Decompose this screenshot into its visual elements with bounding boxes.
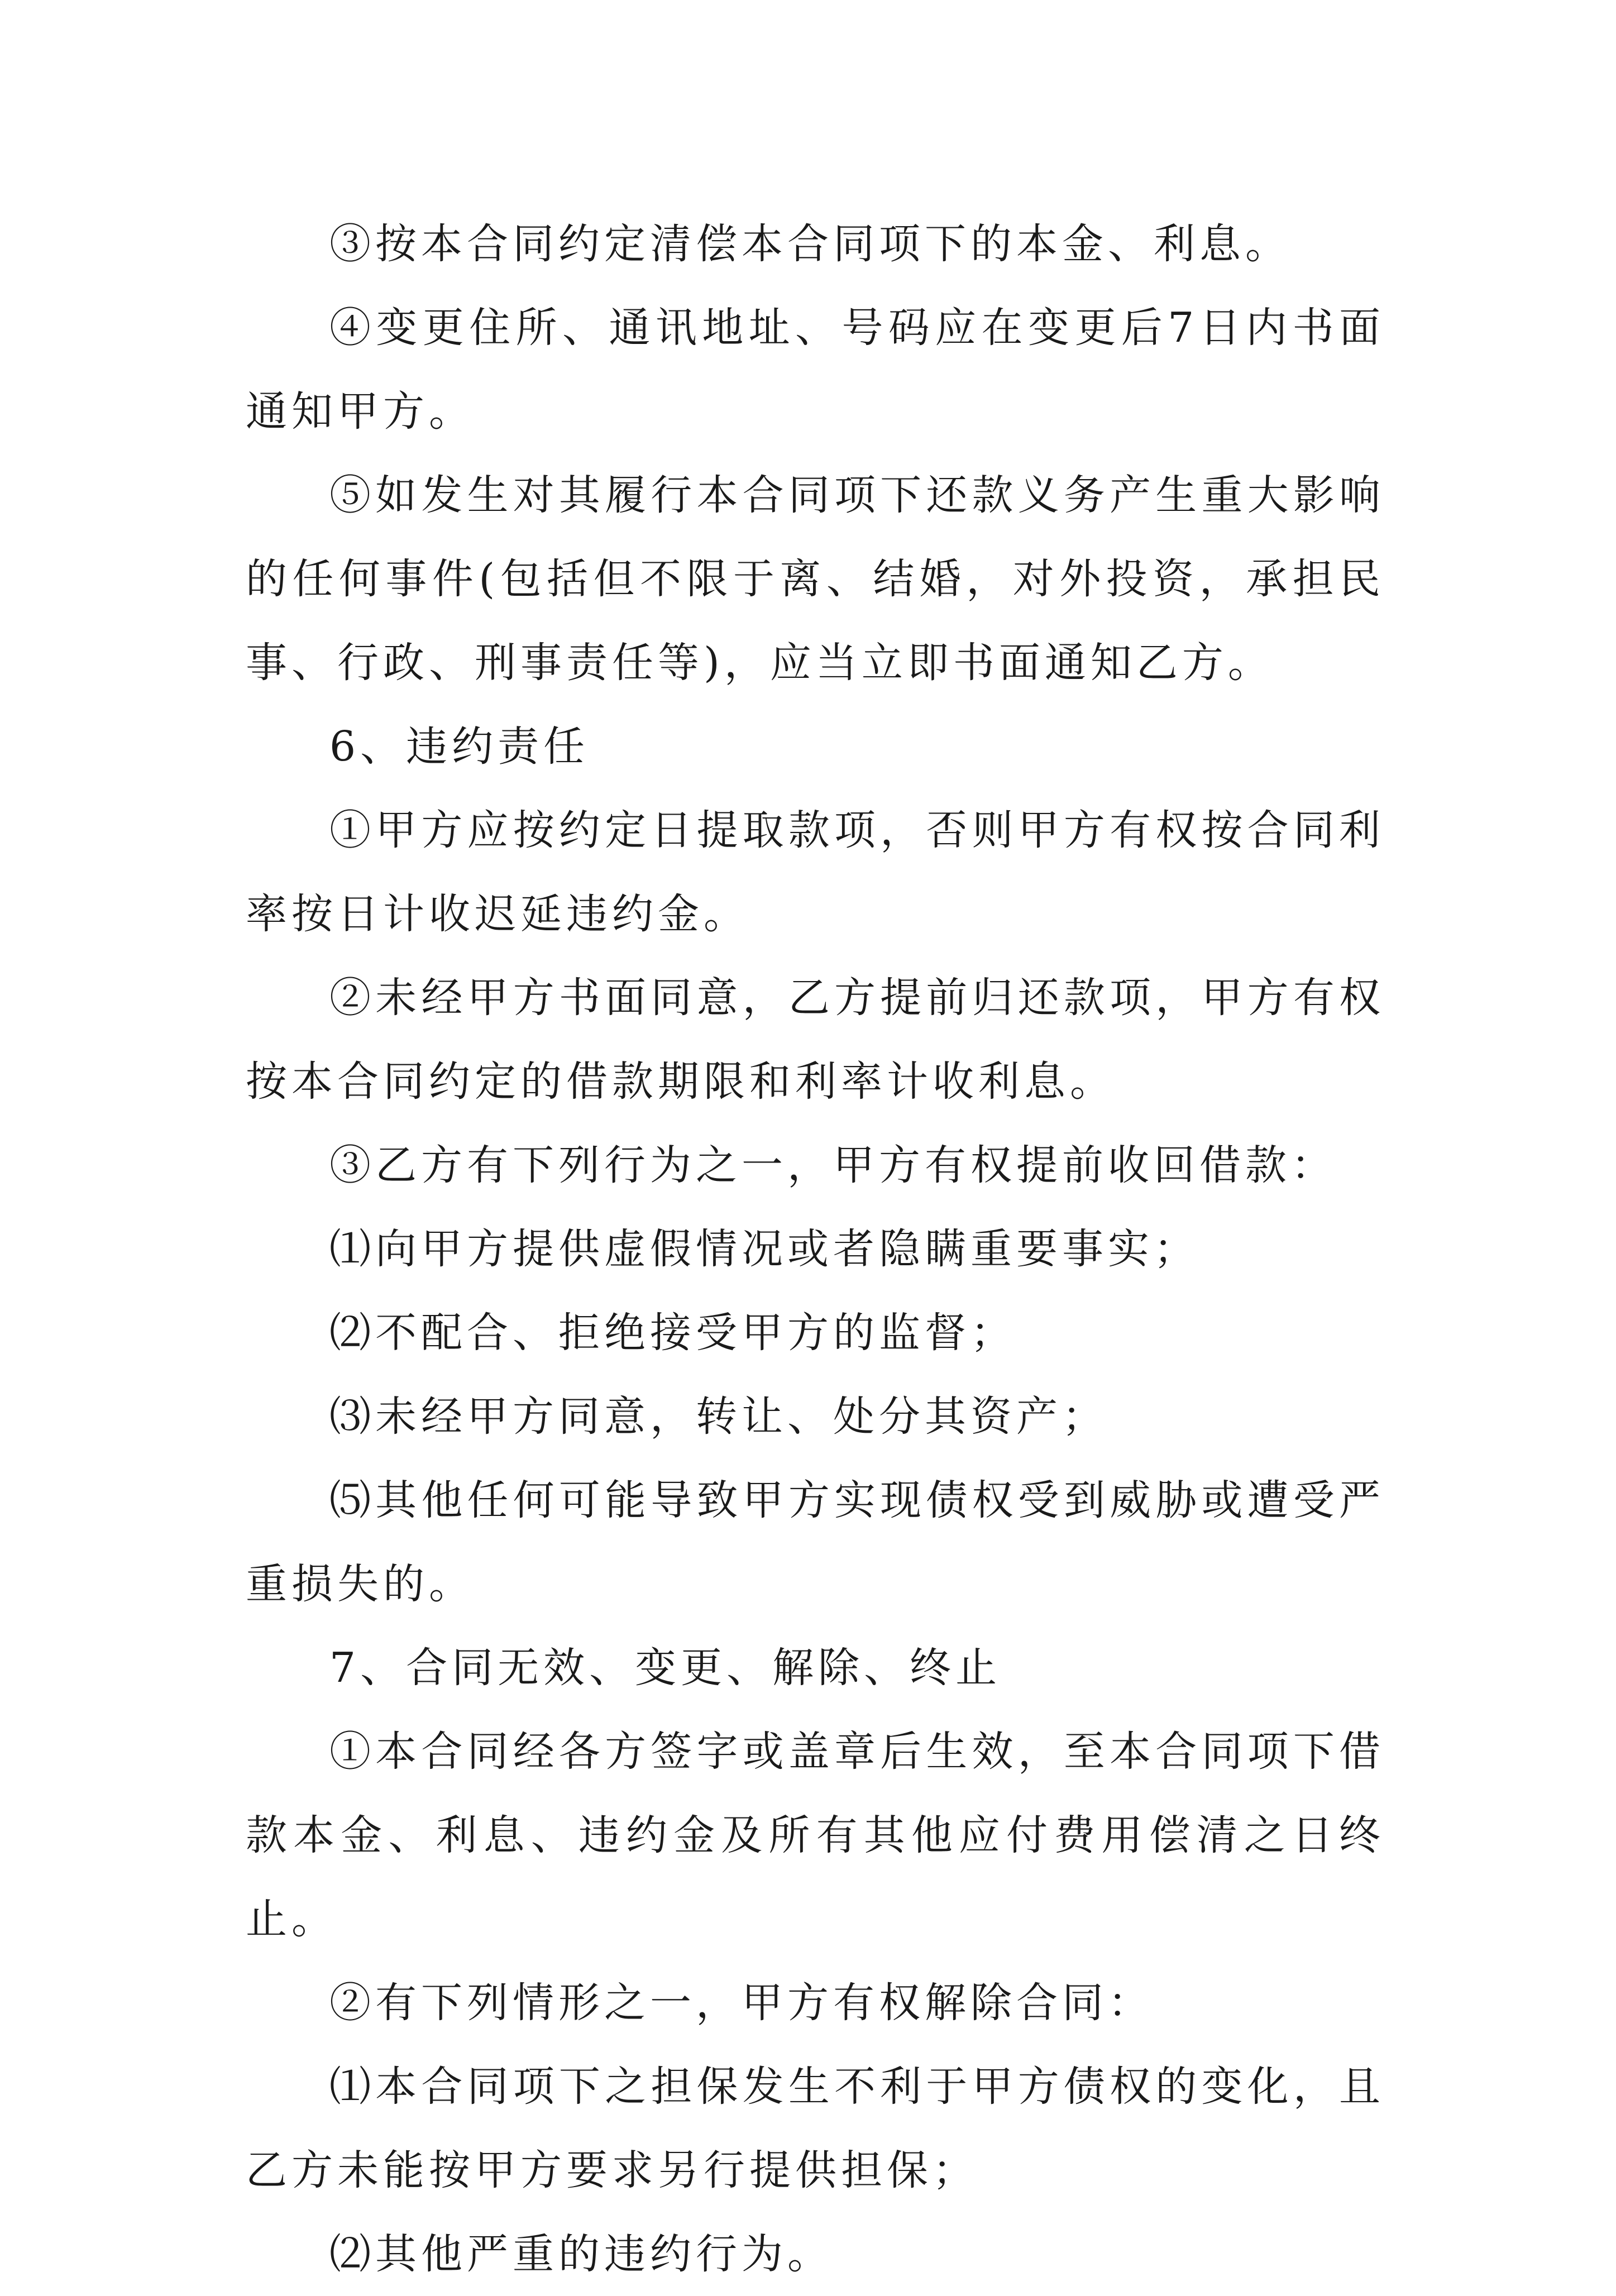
section-heading-breach: 6、违约责任 (329, 723, 590, 771)
paragraph-major-event-notice: ⑤如发生对其履行本合同项下还款义务产生重大影响的任何事件(包括但不限于离、结婚，对外投资，承担民事、行政、刑事责任等)，应当立即书面通知乙方。 (246, 471, 1385, 687)
list-item-guarantee-change: ⑴本合同项下之担保发生不利于甲方债权的变化，且乙方未能按甲方要求另行提供担保； (246, 2063, 1385, 2194)
paragraph-early-recall: ③乙方有下列行为之一，甲方有权提前收回借款： (329, 1141, 1337, 1189)
paragraph-early-repayment: ②未经甲方书面同意，乙方提前归还款项，甲方有权按本合同约定的借款期限和利率计收利息。 (246, 974, 1385, 1106)
paragraph-withdrawal-penalty: ①甲方应按约定日提取款项，否则甲方有权按合同利率按日计收迟延违约金。 (246, 806, 1385, 938)
paragraph-effective-term: ①本合同经各方签字或盖章后生效，至本合同项下借款本金、利息、违约金及所有其他应付费用偿清之日终止。 (246, 1728, 1385, 1943)
document-body (246, 202, 1385, 2296)
list-item-false-information: ⑴向甲方提供虚假情况或者隐瞒重要事实； (329, 1225, 1199, 1273)
paragraph-repay-principal: ③按本合同约定清偿本合同项下的本金、利息。 (329, 220, 1291, 268)
paragraph-rescission-conditions: ②有下列情形之一，甲方有权解除合同： (329, 1979, 1154, 2027)
list-item-serious-breach: ⑵其他严重的违约行为。 (329, 2230, 833, 2278)
paragraph-address-change: ④变更住所、通讯地址、号码应在变更后7日内书面通知甲方。 (246, 304, 1385, 436)
list-item-refuse-supervision: ⑵不配合、拒绝接受甲方的监督； (329, 1309, 1016, 1357)
list-item-dispose-assets: ⑶未经甲方同意，转让、处分其资产； (329, 1393, 1108, 1441)
section-heading-termination: 7、合同无效、变更、解除、终止 (329, 1644, 1002, 1692)
list-item-other-threats: ⑸其他任何可能导致甲方实现债权受到威胁或遭受严重损失的。 (246, 1476, 1385, 1608)
